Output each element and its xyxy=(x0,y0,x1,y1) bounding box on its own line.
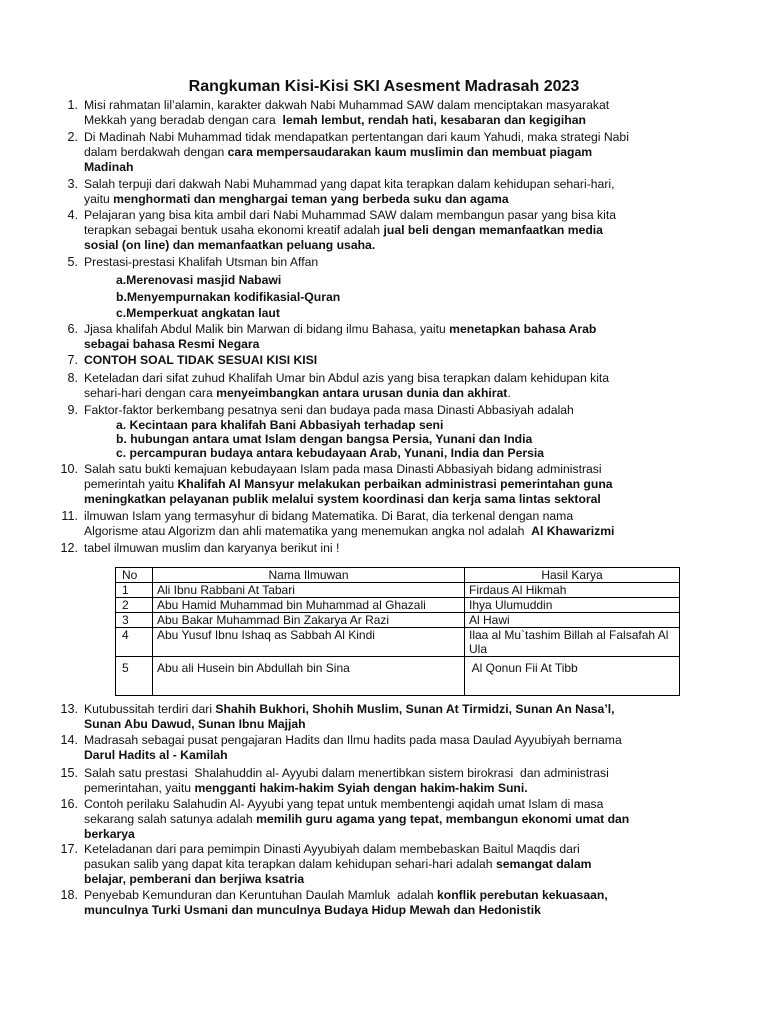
item-line xyxy=(84,702,680,717)
bold-text: Madinah xyxy=(84,160,134,174)
bold-text: meningkatkan pelayanan publik melalui system koordinasi dan kerja sama lintas sektoral xyxy=(84,492,601,506)
table-row xyxy=(116,657,680,696)
text: Jjasa khalifah Abdul Malik bin Marwan di bidang ilmu Bahasa, yaitu xyxy=(84,322,450,336)
bold-text: Darul Hadits al - Kamilah xyxy=(84,748,228,762)
bold-text: jual beli dengan memanfaatkan media xyxy=(383,223,603,237)
item-number: 2. xyxy=(67,130,78,144)
table-header-cell: Hasil Karya xyxy=(465,568,680,583)
item-line xyxy=(84,509,680,524)
item-line xyxy=(84,322,680,337)
item-number: 11. xyxy=(61,509,78,523)
table-row xyxy=(116,583,680,598)
list-item-8 xyxy=(67,371,680,401)
item-line xyxy=(84,733,680,748)
bold-text: semangat dalam xyxy=(495,857,592,871)
bold-text: menyeimbangkan antara urusan dunia dan akhirat xyxy=(216,386,508,400)
item-line xyxy=(84,842,680,857)
item-line xyxy=(84,812,680,827)
item-number: 3. xyxy=(67,177,78,191)
bold-text: berkarya xyxy=(84,827,135,841)
utsman-achievement-a: a.Merenovasi masjid Nabawi xyxy=(116,273,282,287)
text: sekarang salah satunya adalah xyxy=(84,812,257,826)
item-line xyxy=(84,872,680,887)
item-number: 10. xyxy=(60,462,78,476)
item-line xyxy=(84,255,680,270)
scholar-table xyxy=(115,567,680,696)
item-line xyxy=(84,827,680,842)
item-line xyxy=(84,192,680,207)
utsman-achievement-b: b.Menyempurnakan kodifikasial-Quran xyxy=(116,290,341,304)
item-number: 17. xyxy=(60,842,78,856)
item-number: 6. xyxy=(67,322,78,336)
bold-text: Khalifah Al Mansyur melakukan perbaikan administrasi pemerintahan guna xyxy=(177,477,613,491)
item-number: 15. xyxy=(60,766,78,780)
text: Prestasi-prestasi Khalifah Utsman bin Affan xyxy=(84,255,319,269)
item-number: 7. xyxy=(67,353,78,367)
text: pemerintah yaitu xyxy=(84,477,178,491)
text: Keteladan dari sifat zuhud Khalifah Umar bin Abdul azis yang bisa terapkan dalam kehidupan kita xyxy=(84,371,610,385)
bold-text: menetapkan bahasa Arab xyxy=(449,322,597,336)
item-number: 13. xyxy=(60,702,78,716)
item-line xyxy=(84,177,680,192)
item-number: 18. xyxy=(60,888,78,902)
text: Misi rahmatan lil’alamin, karakter dakwah Nabi Muhammad SAW dalam menciptakan masyarakat xyxy=(84,98,610,112)
text: dalam berdakwah dengan xyxy=(84,145,228,159)
item-line xyxy=(84,462,680,477)
utsman-achievement-c: c.Memperkuat angkatan laut xyxy=(116,306,280,320)
text: pemerintahan, yaitu xyxy=(84,781,195,795)
table-cell: Al Qonun Fii At Tibb xyxy=(465,657,680,696)
item-line xyxy=(84,353,680,368)
table-cell: 2 xyxy=(116,598,153,613)
list-item-15 xyxy=(60,766,680,796)
text: pasukan salib yang dapat kita terapkan dalam kehidupan sehari-hari adalah xyxy=(84,857,496,871)
item-line xyxy=(84,223,680,238)
bold-text: sosial (on line) dan memanfaatkan peluang usaha. xyxy=(84,238,376,252)
bold-text: menghormati dan menghargai teman yang berbeda suku dan agama xyxy=(113,192,509,206)
item-line xyxy=(84,541,680,556)
item-line xyxy=(84,766,680,781)
text: Madrasah sebagai pusat pengajaran Hadits dan Ilmu hadits pada masa Daulad Ayyubiyah bernama xyxy=(84,733,622,747)
table-cell: Ali Ibnu Rabbani At Tabari xyxy=(153,583,465,598)
item-line xyxy=(84,748,680,763)
list-item-16 xyxy=(60,797,680,842)
item-line xyxy=(84,524,680,539)
item-number: 5. xyxy=(67,255,78,269)
item-line xyxy=(84,160,680,175)
item-line xyxy=(84,371,680,386)
bold-text: sebagai bahasa Resmi Negara xyxy=(84,337,260,351)
list-item-9 xyxy=(67,403,680,418)
item-number: 14. xyxy=(60,733,78,747)
list-item-1 xyxy=(67,98,680,128)
text: tabel ilmuwan muslim dan karyanya berikut ini ! xyxy=(84,541,340,555)
list-item-12 xyxy=(60,541,680,556)
item-line xyxy=(84,98,680,113)
table-cell: 3 xyxy=(116,613,153,628)
table-cell: 4 xyxy=(116,628,153,657)
text: Di Madinah Nabi Muhammad tidak mendapatkan pertentangan dari kaum Yahudi, maka strategi Nabi xyxy=(84,130,629,144)
bold-text: munculnya Turki Usmani dan munculnya Budaya Hidup Mewah dan Hedonistik xyxy=(84,903,541,917)
text: . xyxy=(507,386,511,400)
bold-text: Shahih Bukhori, Shohih Muslim, Sunan At Tirmidzi, Sunan An Nasa’l, xyxy=(215,702,615,716)
list-item-5 xyxy=(67,255,680,270)
text: Contoh perilaku Salahudin Al- Ayyubi yang tepat untuk membentengi aqidah umat Islam di masa xyxy=(84,797,604,811)
list-item-17 xyxy=(60,842,680,887)
table-header-cell: No xyxy=(116,568,153,583)
item-line xyxy=(84,477,680,492)
text: Kutubussitah terdiri dari xyxy=(84,702,216,716)
list-item-11 xyxy=(61,509,680,539)
table-cell: Firdaus Al Hikmah xyxy=(465,583,680,598)
table-row xyxy=(116,613,680,628)
list-item-2 xyxy=(67,130,680,175)
bold-text: Al Khawarizmi xyxy=(531,524,615,538)
abbasiyah-factor-b: b. hubungan antara umat Islam dengan bangsa Persia, Yunani dan India xyxy=(116,432,533,446)
item-line xyxy=(84,717,680,732)
table-row xyxy=(116,598,680,613)
text: Keteladanan dari para pemimpin Dinasti Ayyubiyah dalam membebaskan Baitul Maqdis dari xyxy=(84,842,580,856)
table-cell: 1 xyxy=(116,583,153,598)
bold-text: cara mempersaudarakan kaum muslimin dan membuat piagam xyxy=(227,145,593,159)
list-item-14 xyxy=(60,733,680,763)
list-item-3 xyxy=(67,177,680,207)
text: Salah satu bukti kemajuan kebudayaan Islam pada masa Dinasti Abbasiyah bidang administrasi xyxy=(84,462,602,476)
table-header-cell: Nama Ilmuwan xyxy=(153,568,465,583)
table-header-row xyxy=(116,568,680,583)
table-cell: Abu Bakar Muhammad Bin Zakarya Ar Razi xyxy=(153,613,465,628)
item-line xyxy=(84,208,680,223)
text: yaitu xyxy=(84,192,114,206)
item-line xyxy=(84,888,680,903)
text: Algorisme atau Algorizm dan ahli matematika yang menemukan angka nol adalah xyxy=(84,524,532,538)
bold-text: mengganti hakim-hakim Syiah dengan hakim-hakim Suni. xyxy=(194,781,528,795)
bold-text: memilih guru agama yang tepat, membangun ekonomi umat dan xyxy=(256,812,630,826)
item-line xyxy=(84,130,680,145)
list-item-18 xyxy=(60,888,680,918)
text: Mekkah yang beradab dengan cara xyxy=(84,113,283,127)
item-number: 9. xyxy=(67,403,78,417)
text: ilmuwan Islam yang termasyhur di bidang Matematika. Di Barat, dia terkenal dengan nama xyxy=(84,509,574,523)
abbasiyah-factor-c: c. percampuran budaya antara kebudayaan Arab, Yunani, India dan Persia xyxy=(116,446,545,460)
table-cell: Abu Hamid Muhammad bin Muhammad al Ghazali xyxy=(153,598,465,613)
bold-text: belajar, pemberani dan berjiwa ksatria xyxy=(84,872,305,886)
item-line xyxy=(84,492,680,507)
table-cell: Abu ali Husein bin Abdullah bin Sina xyxy=(153,657,465,696)
item-line xyxy=(84,238,680,253)
item-line xyxy=(84,386,680,401)
list-item-13 xyxy=(60,702,680,732)
table-cell: Ihya Ulumuddin xyxy=(465,598,680,613)
item-line xyxy=(84,145,680,160)
text: Faktor-faktor berkembang pesatnya seni dan budaya pada masa Dinasti Abbasiyah adalah xyxy=(84,403,574,417)
list-item-6 xyxy=(67,322,680,352)
item-line xyxy=(84,857,680,872)
item-number: 12. xyxy=(60,541,78,555)
item-number: 16. xyxy=(60,797,78,811)
text: Salah satu prestasi Shalahuddin al- Ayyubi dalam menertibkan sistem birokrasi dan administrasi xyxy=(84,766,609,780)
text: terapkan sebagai bentuk usaha ekonomi kreatif adalah xyxy=(84,223,384,237)
item-line xyxy=(84,797,680,812)
list-item-10 xyxy=(60,462,680,507)
text: Salah terpuji dari dakwah Nabi Muhammad yang dapat kita terapkan dalam kehidupan sehari-hari, xyxy=(84,177,615,191)
bold-text: konflik perebutan kekuasaan, xyxy=(437,888,608,902)
table-cell: Al Hawi xyxy=(465,613,680,628)
item-line xyxy=(84,903,680,918)
text: Penyebab Kemunduran dan Keruntuhan Daulah Mamluk adalah xyxy=(84,888,438,902)
bold-text: lemah lembut, rendah hati, kesabaran dan kegigihan xyxy=(282,113,586,127)
item-line xyxy=(84,403,680,418)
table-cell: Ilaa al Mu`tashim Billah al Falsafah Al Ula xyxy=(465,628,680,657)
item-number: 4. xyxy=(67,208,78,222)
table-cell: Abu Yusuf Ibnu Ishaq as Sabbah Al Kindi xyxy=(153,628,465,657)
list-item-7 xyxy=(67,353,680,368)
item-line xyxy=(84,337,680,352)
table-cell: 5 xyxy=(116,657,153,696)
abbasiyah-factor-a: a. Kecintaan para khalifah Bani Abbasiyah terhadap seni xyxy=(116,418,444,432)
item-number: 1. xyxy=(67,98,78,112)
list-item-4 xyxy=(67,208,680,253)
item-line xyxy=(84,113,680,128)
text: Pelajaran yang bisa kita ambil dari Nabi Muhammad SAW dalam membangun pasar yang bisa kita xyxy=(84,208,617,222)
item-line xyxy=(84,781,680,796)
table-row xyxy=(116,628,680,657)
document-title: Rangkuman Kisi-Kisi SKI Asesment Madrasah 2023 xyxy=(188,78,580,95)
text: sehari-hari dengan cara xyxy=(84,386,217,400)
bold-text: CONTOH SOAL TIDAK SESUAI KISI KISI xyxy=(84,353,318,367)
bold-text: Sunan Abu Dawud, Sunan Ibnu Majjah xyxy=(84,717,306,731)
item-number: 8. xyxy=(67,371,78,385)
